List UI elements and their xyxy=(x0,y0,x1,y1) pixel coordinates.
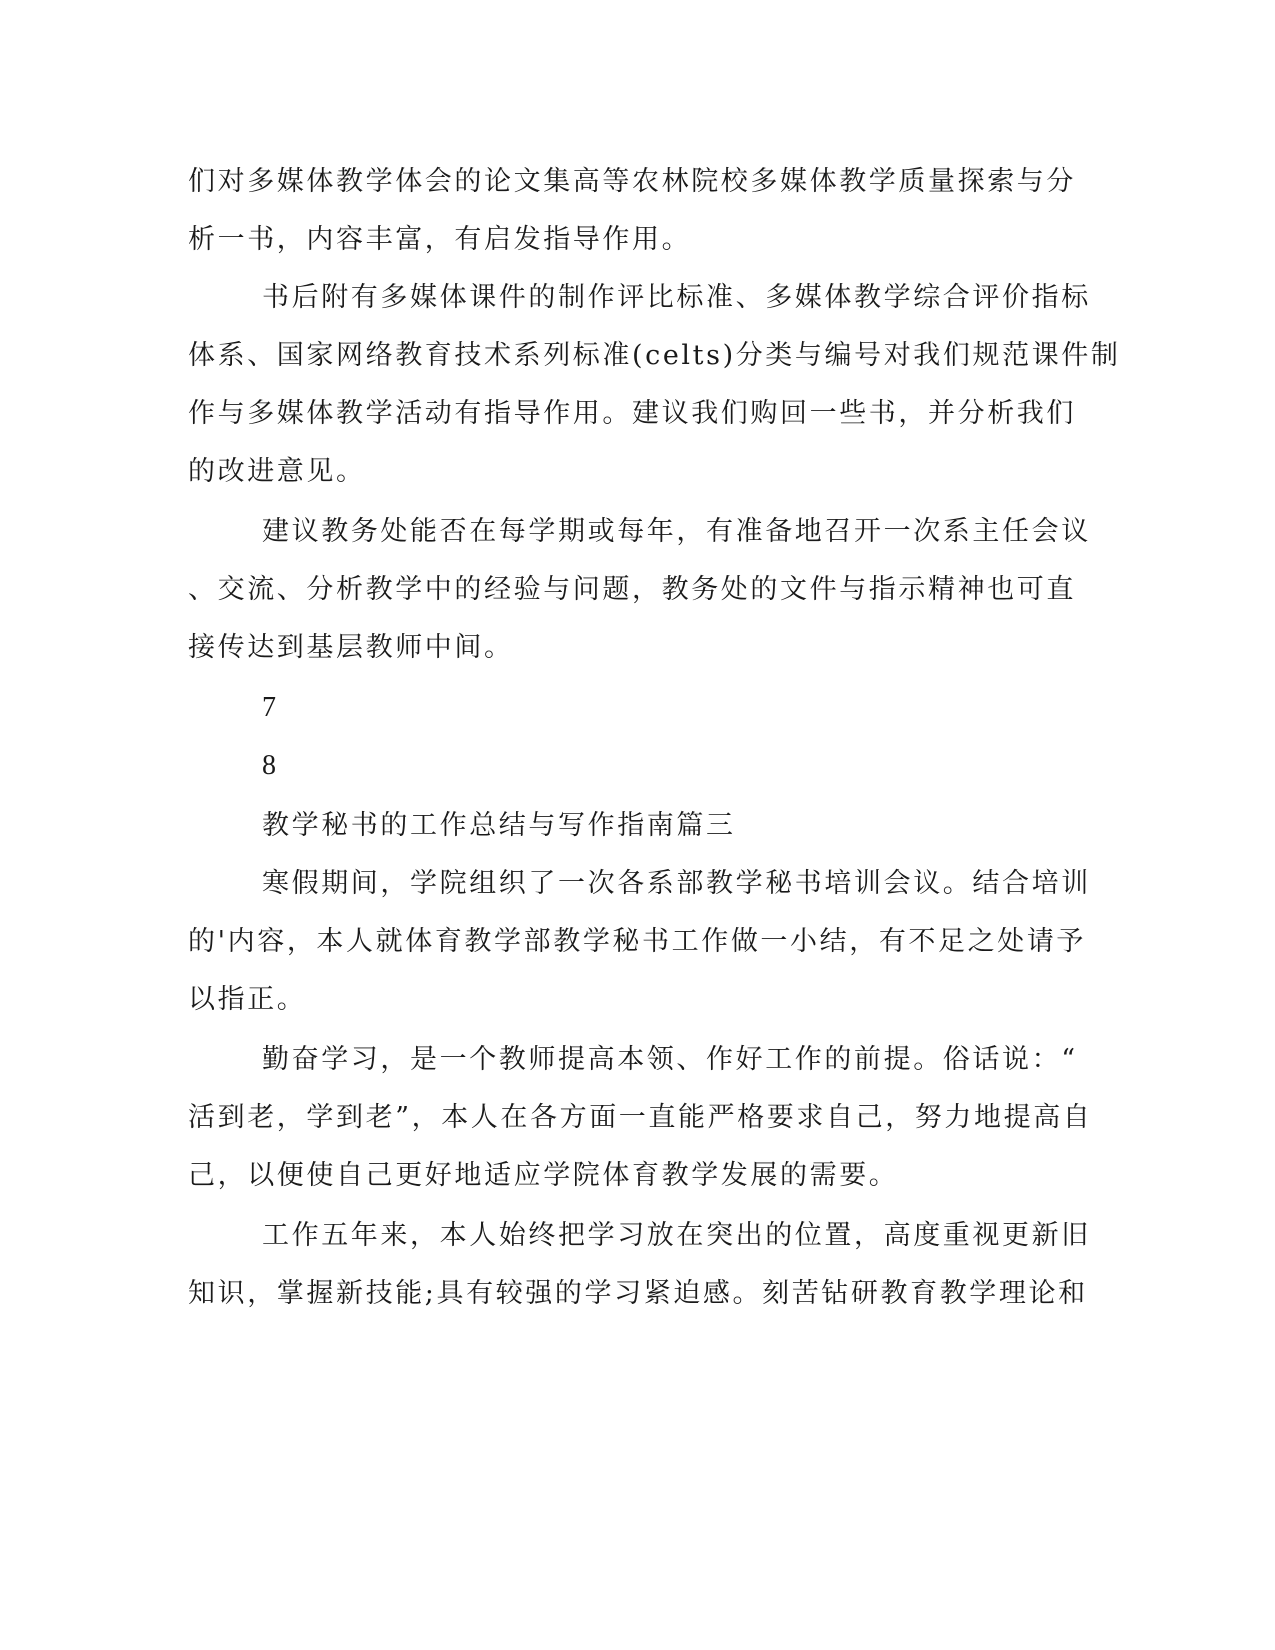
text-line-2: 析一书，内容丰富，有启发指导作用。 xyxy=(188,224,692,255)
text-line-6: 的改进意见。 xyxy=(188,456,366,487)
text-line-11: 的'内容，本人就体育教学部教学秘书工作做一小结，有不足之处请予 xyxy=(188,926,1087,957)
text-line-8: 、交流、分析教学中的经验与问题，教务处的文件与指示精神也可直 xyxy=(188,574,1076,605)
text-line-12: 以指正。 xyxy=(188,984,307,1015)
text-line-13: 勤奋学习，是一个教师提高本领、作好工作的前提。俗话说：“ xyxy=(262,1044,1078,1075)
text-line-4: 体系、国家网络教育技术系列标准(celts)分类与编号对我们规范课件制 xyxy=(188,340,1121,371)
text-line-16: 工作五年来，本人始终把学习放在突出的位置，高度重视更新旧 xyxy=(262,1220,1091,1251)
section-heading: 教学秘书的工作总结与写作指南篇三 xyxy=(262,810,736,841)
text-line-10: 寒假期间，学院组织了一次各系部教学秘书培训会议。结合培训 xyxy=(262,868,1091,899)
text-line-3: 书后附有多媒体课件的制作评比标准、多媒体教学综合评价指标 xyxy=(262,282,1091,313)
text-line-14: 活到老，学到老”，本人在各方面一直能严格要求自己，努力地提高自 xyxy=(188,1102,1093,1133)
text-line-7: 建议教务处能否在每学期或每年，有准备地召开一次系主任会议 xyxy=(262,516,1091,547)
text-line-5: 作与多媒体教学活动有指导作用。建议我们购回一些书，并分析我们 xyxy=(188,398,1076,429)
text-line-15: 己，以便使自己更好地适应学院体育教学发展的需要。 xyxy=(188,1160,899,1191)
page-number-7: 7 xyxy=(262,692,279,723)
text-line-1: 们对多媒体教学体会的论文集高等农林院校多媒体教学质量探索与分 xyxy=(188,166,1076,197)
text-line-9: 接传达到基层教师中间。 xyxy=(188,632,514,663)
page-number-8: 8 xyxy=(262,750,279,781)
text-line-17: 知识，掌握新技能;具有较强的学习紧迫感。刻苦钻研教育教学理论和 xyxy=(188,1278,1088,1309)
